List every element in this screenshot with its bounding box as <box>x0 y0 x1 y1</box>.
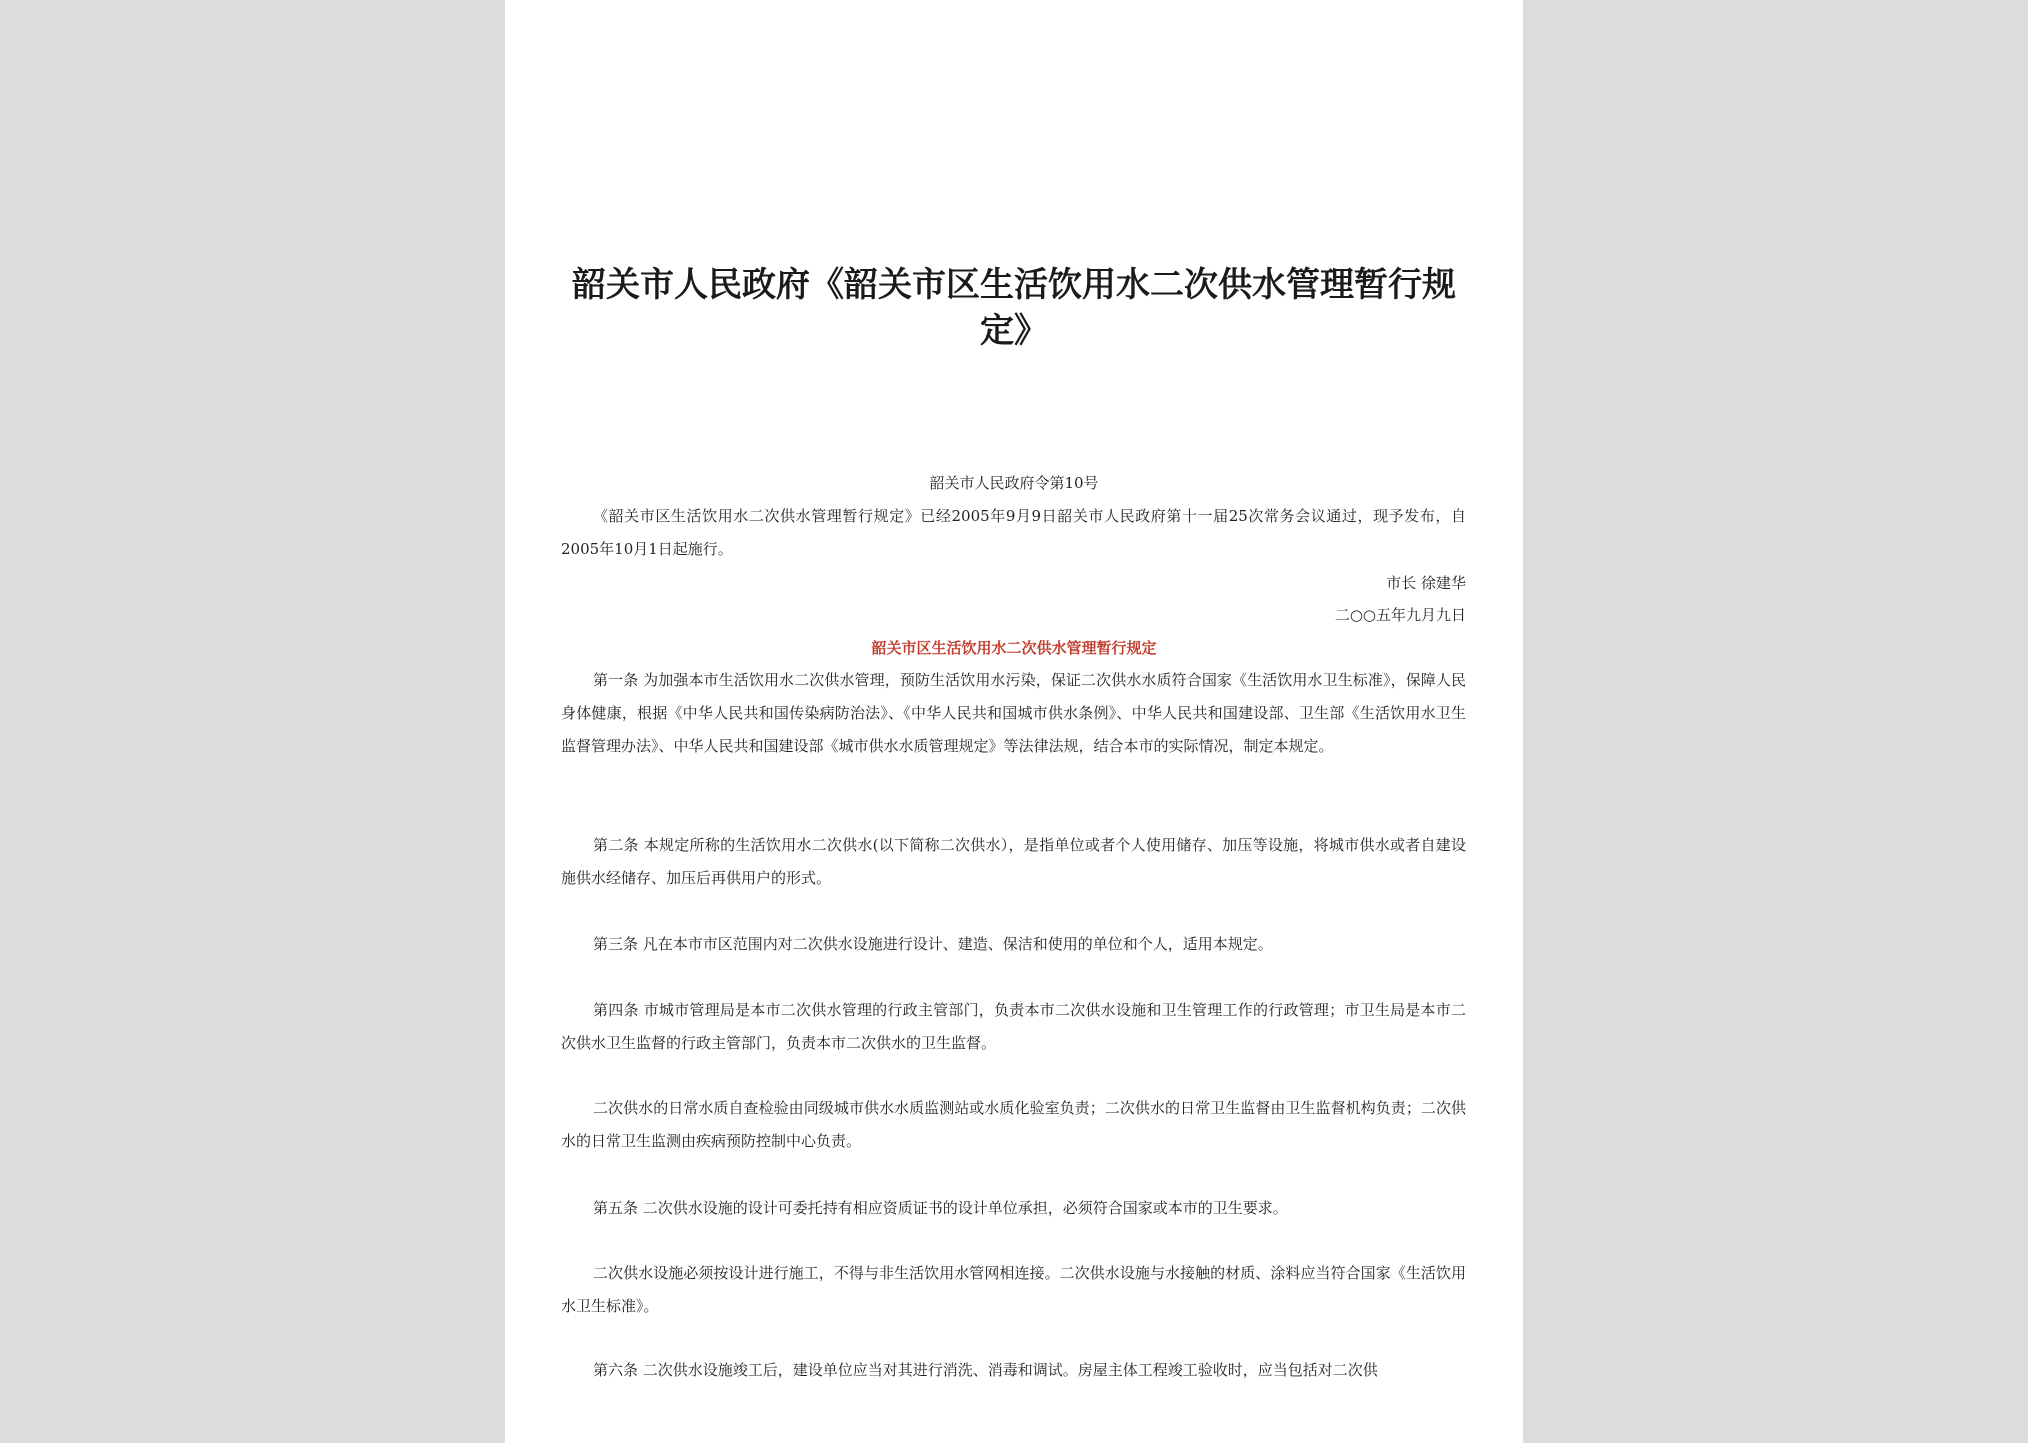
article-paragraph: 二次供水的日常水质自查检验由同级城市供水水质监测站或水质化验室负责；二次供水的日常卫生监督由卫生监督机构负责；二次供水的日常卫生监测由疾病预防控制中心负责。 <box>561 1099 1466 1150</box>
article-paragraph: 第一条 为加强本市生活饮用水二次供水管理，预防生活饮用水污染，保证二次供水水质符合国家《生活饮用水卫生标准》，保障人民身体健康，根据《中华人民共和国传染病防治法》、《中华人民共和国城市供水条例》、中华人民共和国建设部、卫生部《生活饮用水卫生监督管理办法》、中华人民共和国建设部《城市供水水质管理规定》等法律法规，结合本市的实际情况，制定本规定。 <box>561 671 1466 755</box>
order-number: 韶关市人民政府令第10号 <box>929 474 1099 492</box>
signing-date: 二○○五年九月九日 <box>1334 606 1466 624</box>
article-paragraph: 第四条 市城市管理局是本市二次供水管理的行政主管部门，负责本市二次供水设施和卫生管理工作的行政管理；市卫生局是本市二次供水卫生监督的行政主管部门，负责本市二次供水的卫生监督。 <box>561 1001 1466 1052</box>
intro-paragraph: 《韶关市区生活饮用水二次供水管理暂行规定》已经2005年9月9日韶关市人民政府第十一届25次常务会议通过，现予发布，自2005年10月1日起施行。 <box>561 507 1466 558</box>
document-page <box>505 0 1523 1443</box>
article-paragraph: 二次供水设施必须按设计进行施工，不得与非生活饮用水管网相连接。二次供水设施与水接触的材质、涂料应当符合国家《生活饮用水卫生标准》。 <box>561 1264 1466 1315</box>
article-paragraph: 第六条 二次供水设施竣工后，建设单位应当对其进行消洗、消毒和调试。房屋主体工程竣工验收时，应当包括对二次供 <box>593 1361 1378 1379</box>
regulation-title: 韶关市区生活饮用水二次供水管理暂行规定 <box>871 639 1157 657</box>
document-title: 韶关市人民政府《韶关市区生活饮用水二次供水管理暂行规定》 <box>572 265 1456 351</box>
signer: 市长 徐建华 <box>1386 574 1466 592</box>
article-paragraph: 第二条 本规定所称的生活饮用水二次供水(以下简称二次供水），是指单位或者个人使用储存、加压等设施，将城市供水或者自建设施供水经储存、加压后再供用户的形式。 <box>561 836 1466 887</box>
article-paragraph: 第三条 凡在本市市区范围内对二次供水设施进行设计、建造、保洁和使用的单位和个人，适用本规定。 <box>593 935 1273 953</box>
article-paragraph: 第五条 二次供水设施的设计可委托持有相应资质证书的设计单位承担，必须符合国家或本市的卫生要求。 <box>593 1199 1288 1217</box>
